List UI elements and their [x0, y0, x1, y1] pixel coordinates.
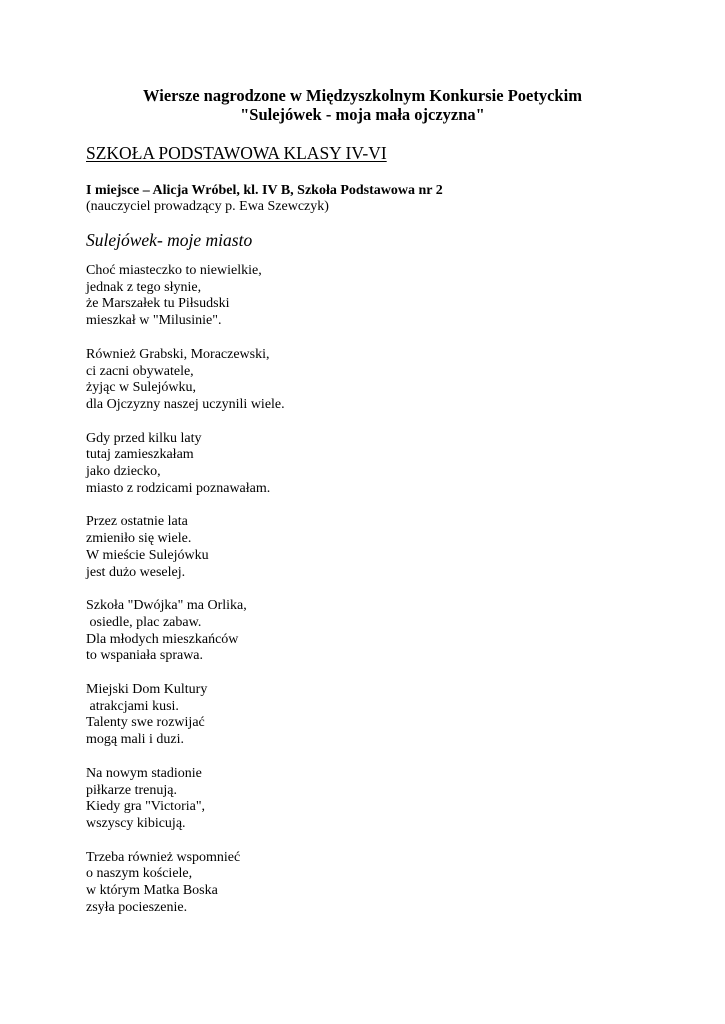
poem-line: atrakcjami kusi. [86, 698, 179, 714]
poem-line: jako dziecko, [86, 464, 161, 480]
poem-line: że Marszałek tu Piłsudski [86, 296, 230, 312]
poem-stanza [86, 431, 646, 498]
poem-line: mieszkał w "Milusinie". [86, 313, 222, 329]
poem-line: Choć miasteczko to niewielkie, [86, 263, 262, 278]
poem-line: Kiedy gra "Victoria", [86, 799, 206, 815]
poem-stanza [86, 263, 646, 330]
poem-line: Dla młodych mieszkańców [86, 631, 239, 647]
poem-stanza [86, 766, 646, 833]
poem-line: jest dużo weselej. [86, 564, 186, 580]
poem-stanza [86, 514, 646, 581]
poem-line: piłkarze trenują. [86, 782, 177, 798]
poem-line: Talenty swe rozwijać [86, 715, 205, 731]
poem-stanza [86, 347, 646, 414]
poem-line: Trzeba również wspomnieć [86, 849, 241, 865]
award-line: I miejsce – Alicja Wróbel, kl. IV B, Szkoła Podstawowa nr 2 [86, 183, 443, 198]
poem-line: Na nowym stadionie [86, 765, 202, 781]
poem-line: o naszym kościele, [86, 866, 193, 882]
poem-line: mogą mali i duzi. [86, 732, 184, 748]
document-title [0, 86, 725, 124]
poem-title: Sulejówek- moje miasto [86, 230, 253, 250]
poem-line: zmieniło się wiele. [86, 531, 192, 547]
poem-line: ci zacni obywatele, [86, 363, 194, 379]
poem-stanza [86, 598, 646, 665]
poem-line: miasto z rodzicami poznawałam. [86, 480, 271, 496]
teacher-line: (nauczyciel prowadzący p. Ewa Szewczyk) [86, 199, 329, 214]
poem-line: Gdy przed kilku laty [86, 430, 202, 446]
poem-body [86, 263, 646, 934]
poem-line: zsyła pocieszenie. [86, 899, 188, 915]
poem-line: Miejski Dom Kultury [86, 682, 208, 698]
poem-stanza [86, 682, 646, 749]
poem-line: Szkoła "Dwójka" ma Orlika, [86, 598, 247, 614]
poem-line: tutaj zamieszkałam [86, 447, 194, 463]
poem-line: wszyscy kibicują. [86, 815, 186, 831]
document-title-line-2: "Sulejówek - moja mała ojczyzna" [240, 105, 485, 124]
poem-line: w którym Matka Boska [86, 883, 218, 899]
poem-line: dla Ojczyzny naszej uczynili wiele. [86, 396, 285, 412]
document-title-line-1: Wiersze nagrodzone w Międzyszkolnym Konkursie Poetyckim [143, 86, 582, 105]
poem-line: żyjąc w Sulejówku, [86, 380, 197, 396]
poem-line: W mieście Sulejówku [86, 547, 209, 563]
section-heading: SZKOŁA PODSTAWOWA KLASY IV-VI [86, 143, 387, 163]
poem-stanza [86, 850, 646, 917]
poem-line: Również Grabski, Moraczewski, [86, 346, 270, 362]
poem-line: Przez ostatnie lata [86, 514, 188, 530]
poem-line: jednak z tego słynie, [86, 279, 202, 295]
poem-line: osiedle, plac zabaw. [86, 614, 202, 630]
poem-line: to wspaniała sprawa. [86, 648, 204, 664]
